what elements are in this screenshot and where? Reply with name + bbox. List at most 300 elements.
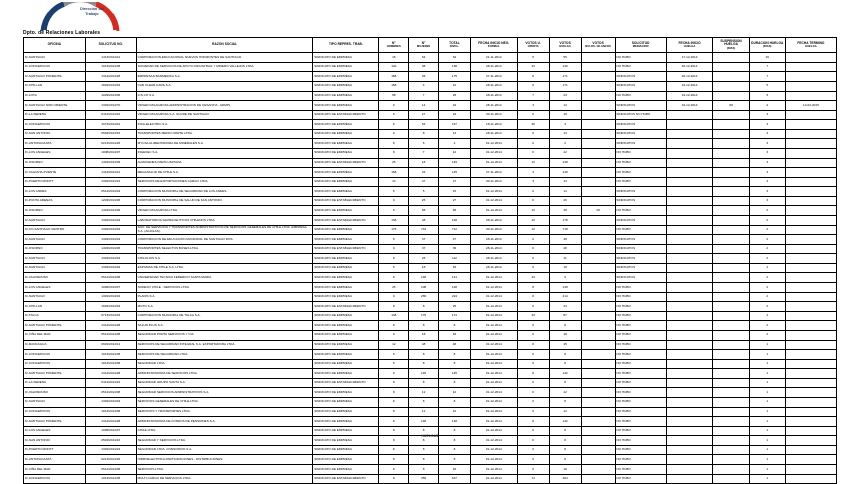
cell-fecha_termino_huelga [785,378,836,388]
cell-n_mujeres: 8 [409,359,439,369]
cell-oficina: IC-SAN ANTONIO [24,129,86,139]
col-header-sublabel: OFERTA [527,45,539,49]
cell-total_invol: 157 [438,120,470,130]
cell-total_invol: 141 [438,273,470,283]
cell-n_mujeres: 8 [409,302,439,312]
cell-n_mujeres: 47 [409,177,439,187]
cell-fecha_inicio_huelga [666,206,713,216]
cell-total_invol: 18 [438,263,470,273]
cell-suspension_huelga [713,225,749,235]
cell-votos_ult_oferta: 0 [517,187,549,197]
cell-razon_social: UNIVERSIDAD TECNICA FEDERICO SANTA MARIA. [136,273,313,283]
cell-fecha_inicio_huelga [666,235,713,245]
cell-solicitud_no: 1008/2014/07 [85,283,136,293]
cell-duracion_huelga: 16 [749,53,785,63]
cell-duracion_huelga: 2 [749,244,785,254]
cell-solicitud_mediacion: NO HUBO [615,158,666,168]
cell-solicitud_mediacion: SINDICATOS [615,101,666,111]
cell-n_mujeres: 8 [409,321,439,331]
cell-solicitud_mediacion: NO HUBO [615,378,666,388]
cell-razon_social: SERVICIOS GENERALES DE CHILE LTDA. [136,398,313,408]
cell-suspension_huelga [713,196,749,206]
cell-votos_ult_oferta: 3 [517,101,549,111]
cell-oficina: IC-SANTIAGO [24,235,86,245]
cell-suspension_huelga [713,129,749,139]
cell-votos_ult_oferta: 3 [517,177,549,187]
cell-votos_ult_oferta: 0 [517,254,549,264]
cell-votos_ult_oferta: 0 [517,302,549,312]
cell-tipo_repres: SINDICATO DE ESTABLECIMIENTO [313,216,379,226]
col-header-label: SOLICITUD NO. [98,42,123,47]
cell-votos_ult_oferta: 12 [517,216,549,226]
cell-suspension_huelga [713,263,749,273]
col-header-label: VOTOS [592,40,604,45]
cell-votos_ult_oferta: 12 [517,158,549,168]
cell-solicitud_no: 1013/2014/38 [85,62,136,72]
cell-fecha_inicio_neg: 01-12-2014 [470,311,517,321]
cell-n_hombres: 5 [379,350,409,360]
cell-total_invol: 145 [438,369,470,379]
cell-n_mujeres: 48 [409,340,439,350]
cell-n_mujeres: 265 [409,292,439,302]
cell-suspension_huelga [713,474,749,484]
cell-votos_huelga: 18 [549,330,581,340]
cell-votos_huelga: 8 [549,445,581,455]
cell-duracion_huelga: 1 [749,474,785,484]
cell-total_invol: 8 [438,455,470,465]
cell-suspension_huelga [713,91,749,101]
cell-suspension_huelga [713,359,749,369]
cell-votos_huelga: 44 [549,177,581,187]
cell-fecha_inicio_neg: 01-12-2014 [470,206,517,216]
cell-n_mujeres: 8 [409,465,439,475]
cell-fecha_inicio_neg: 28-11-2014 [470,263,517,273]
cell-total_invol: 8 [438,426,470,436]
cell-total_invol: 8 [438,350,470,360]
col-header-n_hombres [379,38,409,53]
cell-fecha_termino_huelga [785,350,836,360]
cell-duracion_huelga: 3 [749,148,785,158]
table-body [24,53,837,484]
cell-votos_huelga: 8 [549,436,581,446]
cell-oficina: IC-LOS ANGELES [24,426,86,436]
cell-fecha_inicio_huelga [666,455,713,465]
cell-votos_huelga: 26 [549,196,581,206]
cell-oficina: IC-TALCA [24,311,86,321]
cell-votos_ult_oferta: 0 [517,148,549,158]
cell-fecha_inicio_neg: 01-12-2014 [470,321,517,331]
col-header-label: VOTOS U. [525,40,541,45]
cell-suspension_huelga [713,455,749,465]
cell-votos_huelga: 8 [549,321,581,331]
cell-duracion_huelga: 1 [749,417,785,427]
cell-fecha_inicio_huelga [666,474,713,484]
cell-n_mujeres: 68 [409,206,439,216]
cell-fecha_inicio_huelga [666,148,713,158]
cell-tipo_repres: SINDICATO DE ESTABLECIMIENTO [313,158,379,168]
cell-n_hombres: 148 [379,311,409,321]
cell-votos_nulos [581,330,615,340]
cell-suspension_huelga [713,216,749,226]
cell-n_mujeres: 5 [409,187,439,197]
col-header-sublabel: FORMAL [487,45,500,49]
cell-votos_huelga: 12 [549,388,581,398]
cell-votos_huelga: 87 [549,311,581,321]
table-row [24,254,837,264]
cell-fecha_inicio_huelga [666,139,713,149]
cell-fecha_inicio_neg: 28-11-2014 [470,235,517,245]
cell-fecha_inicio_neg: 28-11-2014 [470,129,517,139]
cell-fecha_inicio_huelga [666,378,713,388]
cell-razon_social: CORPORACION EDUCACIONAL NUEVOS HORIZONTES DE SANTIAGO. [136,53,313,63]
cell-total_invol: 18 [438,465,470,475]
cell-razon_social: SERVICIOS LTDA. [136,465,313,475]
cell-tipo_repres: SINDICATO DE EMPRESA [313,417,379,427]
cell-fecha_inicio_neg: 01-12-2014 [470,455,517,465]
cell-duracion_huelga: 3 [749,110,785,120]
cell-duracion_huelga: 3 [749,187,785,197]
cell-suspension_huelga [713,148,749,158]
cell-votos_huelga: 23 [549,91,581,101]
cell-razon_social: SERVICIOS DE EXPORTACIONES CARGO LTDA. [136,177,313,187]
cell-n_mujeres: 37 [409,244,439,254]
cell-votos_nulos [581,378,615,388]
table-row [24,445,837,455]
cell-votos_huelga: 48 [549,235,581,245]
cell-tipo_repres: SINDICATO DE EMPRESA [313,206,379,216]
cell-votos_ult_oferta: 0 [517,455,549,465]
cell-fecha_inicio_huelga: 19-12-2014 [666,91,713,101]
cell-fecha_inicio_neg: 18-11-2014 [470,120,517,130]
cell-votos_nulos [581,244,615,254]
cell-n_mujeres: 47 [409,235,439,245]
cell-solicitud_mediacion: NO HUBO [615,302,666,312]
cell-votos_ult_oferta: 43 [517,62,549,72]
cell-votos_nulos [581,110,615,120]
cell-solicitud_mediacion: SINDICATOS [615,187,666,197]
table-row [24,321,837,331]
cell-votos_nulos [581,350,615,360]
cell-votos_huelga: 11 [549,254,581,264]
table-row [24,196,837,206]
cell-solicitud_no: 1013/2014/38 [85,474,136,484]
cell-solicitud_no: 1008/2014/07 [85,426,136,436]
cell-suspension_huelga [713,445,749,455]
cell-solicitud_mediacion: SINDICATOS [615,120,666,130]
cell-duracion_huelga: 1 [749,455,785,465]
cell-tipo_repres: SINDICATO DE EMPRESA [313,445,379,455]
cell-n_hombres: 6 [379,139,409,149]
table-row [24,311,837,321]
cell-solicitud_mediacion: SINDICATOS [615,263,666,273]
cell-total_invol: 8 [438,445,470,455]
cell-tipo_repres: SINDICATO DE ESTABLECIMIENTO [313,110,379,120]
cell-solicitud_no: 1302/2014/04 [85,225,136,235]
cell-n_hombres: 5 [379,187,409,197]
cell-votos_huelga: 13 [549,129,581,139]
cell-fecha_termino_huelga [785,445,836,455]
cell-oficina: IC-CONCEPCION [24,359,86,369]
cell-razon_social: SERVICIOS Y TRANSPORTES LTDA. [136,407,313,417]
cell-fecha_termino_huelga [785,465,836,475]
cell-razon_social: VIRGEN MILAGROSA LTDA. [136,206,313,216]
cell-tipo_repres: SINDICATO DE EMPRESA [313,273,379,283]
cell-fecha_termino_huelga [785,206,836,216]
cell-fecha_inicio_huelga: 19-12-2014 [666,101,713,111]
cell-n_mujeres: 25 [409,196,439,206]
cell-solicitud_mediacion: NO HUBO [615,407,666,417]
cell-votos_ult_oferta: 0 [517,321,549,331]
table-row [24,455,837,465]
cell-fecha_termino_huelga [785,474,836,484]
cell-votos_nulos [581,72,615,82]
cell-n_hombres: 175 [379,225,409,235]
cell-votos_nulos [581,216,615,226]
cell-oficina: IC-PUERTO MONTT [24,177,86,187]
col-header-sublabel: HUELGA [559,45,571,49]
cell-n_hombres: 8 [379,445,409,455]
cell-votos_nulos [581,62,615,72]
cell-votos_nulos [581,81,615,91]
cell-fecha_termino_huelga [785,177,836,187]
department-caption: Dpto. de Relaciones Laborales [23,30,101,36]
cell-fecha_inicio_huelga [666,196,713,206]
cell-votos_ult_oferta: 7 [517,91,549,101]
cell-total_invol: 138 [438,62,470,72]
cell-solicitud_no: 1302/2014/24 [85,177,136,187]
cell-votos_huelga: 142 [549,417,581,427]
cell-solicitud_no: 1029/2014/06 [85,91,136,101]
cell-fecha_inicio_neg: 01-12-2014 [470,350,517,360]
cell-solicitud_no: 1403/2014/06 [85,244,136,254]
col-header-label: VOTOS [559,40,571,45]
table-row [24,330,837,340]
table-row [24,120,837,130]
cell-duracion_huelga: 1 [749,378,785,388]
cell-oficina: IC-CONCEPCION [24,407,86,417]
cell-tipo_repres: SINDICATO DE EMPRESA [313,177,379,187]
table-row [24,398,837,408]
cell-votos_huelga: 8 [549,455,581,465]
cell-tipo_repres: SINDICATO DE ESTABLECIMIENTO [313,474,379,484]
cell-fecha_inicio_neg: 28-11-2014 [470,254,517,264]
cell-duracion_huelga: 1 [749,369,785,379]
table-row [24,168,837,178]
cell-solicitud_no: 1302/2014/04 [85,254,136,264]
cell-n_mujeres: 175 [409,311,439,321]
cell-n_hombres: 8 [379,436,409,446]
cell-duracion_huelga: 7 [749,62,785,72]
cell-fecha_termino_huelga [785,235,836,245]
cell-fecha_termino_huelga [785,455,836,465]
table-row [24,148,837,158]
cell-votos_nulos [581,302,615,312]
cell-duracion_huelga: 2 [749,311,785,321]
cell-n_mujeres: 22 [409,168,439,178]
cell-votos_ult_oferta: 0 [517,465,549,475]
cell-votos_ult_oferta: 8 [517,417,549,427]
cell-solicitud_mediacion: NO HUBO [615,465,666,475]
cell-votos_huelga: 18 [549,263,581,273]
col-header-total_invol [438,38,470,53]
cell-solicitud_mediacion: NO HUBO [615,53,666,63]
cell-n_mujeres: 148 [409,417,439,427]
col-header-sublabel: INVOL. [449,45,460,49]
cell-fecha_inicio_huelga [666,350,713,360]
cell-razon_social: SEGURIDAD PORTA SERVICIOS Y CIA. [136,330,313,340]
cell-solicitud_no: 1013/2014/38 [85,407,136,417]
cell-votos_huelga: 48 [549,206,581,216]
cell-duracion_huelga: 2 [749,235,785,245]
cell-tipo_repres: SINDICATO DE EMPRESA [313,330,379,340]
cell-fecha_inicio_neg: 01-12-2014 [470,187,517,197]
table-row [24,216,837,226]
cell-razon_social: HIDROELECTRICA PARTICIPACIONES - DISTRIBUCIONES. [136,455,313,465]
cell-solicitud_mediacion: NO HUBO [615,225,666,235]
cell-solicitud_mediacion: NO HUBO [615,206,666,216]
cell-duracion_huelga: 1 [749,359,785,369]
cell-oficina: IC-SANTIAGO NOR ORIENTE [24,101,86,111]
cell-fecha_inicio_neg: 01-12-2014 [470,302,517,312]
cell-votos_ult_oferta: 74 [517,474,549,484]
table-row [24,139,837,149]
cell-fecha_termino_huelga [785,407,836,417]
cell-oficina: IC-CONCEPCION [24,62,86,72]
cell-n_hombres: 13 [379,177,409,187]
cell-razon_social: SERVICIOS DE SEGURIDAD LTDA. [136,350,313,360]
cell-fecha_inicio_huelga [666,330,713,340]
cell-solicitud_no: 1302/2014/04 [85,292,136,302]
cell-total_invol: 148 [438,417,470,427]
cell-n_mujeres: 14 [409,101,439,111]
cell-solicitud_mediacion: SINDICATOS [615,254,666,264]
cell-votos_ult_oferta: 12 [517,206,549,216]
cell-n_hombres: 9 [379,196,409,206]
col-header-label: TOTAL [449,40,460,45]
cell-fecha_inicio_huelga [666,302,713,312]
cell-n_mujeres: 25 [409,254,439,264]
cell-fecha_inicio_neg: 01-12-2014 [470,398,517,408]
cell-razon_social: VIRGEN MILAGROSA S.A. SUCRE DE SANTIAGO. [136,110,313,120]
cell-fecha_inicio_huelga: 18-12-2014 [666,62,713,72]
table-row [24,225,837,235]
cell-votos_huelga: 8 [549,350,581,360]
cell-razon_social: CORPORACION MUNICIPAL DE TALCA S.A. [136,311,313,321]
table-row [24,158,837,168]
cell-votos_ult_oferta: 3 [517,168,549,178]
cell-oficina: IC-VALPARAISO [24,273,86,283]
cell-razon_social: TRANSPORTES MEDIO NORTE LTDA. [136,129,313,139]
cell-tipo_repres: SINDICATO DE EMPRESA [313,321,379,331]
cell-n_mujeres: 4 [409,81,439,91]
cell-votos_ult_oferta: 0 [517,407,549,417]
cell-razon_social: VIRGEN MILAGROSA ADMINISTRACION DE CESANTIA - ADMIN. [136,101,313,111]
logo-line2: Trabajo [85,12,99,16]
cell-votos_nulos [581,177,615,187]
cell-votos_ult_oferta: 0 [517,196,549,206]
cell-oficina: IC-CONCEPCION [24,474,86,484]
cell-suspension_huelga [713,283,749,293]
cell-tipo_repres: SINDICATO DE EMPRESA [313,455,379,465]
cell-fecha_inicio_huelga [666,110,713,120]
cell-fecha_termino_huelga [785,263,836,273]
cell-oficina: IC-PUERTO MONTT [24,445,86,455]
cell-oficina: IC-SAN ANTONIO [24,436,86,446]
cell-oficina: IC-OSORNO [24,158,86,168]
cell-total_invol: 148 [438,283,470,293]
cell-tipo_repres: SINDICATO DE EMPRESA [313,91,379,101]
cell-fecha_termino_huelga [785,311,836,321]
table-row [24,388,837,398]
cell-votos_ult_oferta: 8 [517,292,549,302]
cell-oficina: IC-RANCAGUA [24,340,86,350]
cell-duracion_huelga: 3 [749,196,785,206]
table-row [24,91,837,101]
cell-fecha_inicio_huelga [666,273,713,283]
cell-fecha_inicio_neg: 28-11-2014 [470,244,517,254]
cell-votos_ult_oferta: 0 [517,330,549,340]
cell-tipo_repres: SINDICATO DE EMPRESA [313,62,379,72]
cell-suspension_huelga [713,465,749,475]
cell-fecha_inicio_neg: 01-12-2014 [470,417,517,427]
cell-total_invol: 19 [438,101,470,111]
col-header-fecha_inicio_huelga [666,38,713,53]
cell-solicitud_no: 0513/2014/04 [85,187,136,197]
cell-duracion_huelga: 1 [749,407,785,417]
cell-votos_ult_oferta: 0 [517,110,549,120]
cell-suspension_huelga [713,206,749,216]
cell-fecha_inicio_neg: 27-11-2014 [470,168,517,178]
cell-solicitud_no: 1602/2014/04 [85,302,136,312]
cell-votos_nulos [581,369,615,379]
table-row [24,110,837,120]
table-row [24,417,837,427]
cell-votos_ult_oferta: 0 [517,436,549,446]
cell-n_hombres: 168 [379,168,409,178]
cell-fecha_termino_huelga: 12-02-2015 [785,101,836,111]
cell-fecha_inicio_huelga [666,388,713,398]
cell-total_invol: 149 [438,158,470,168]
cell-votos_huelga: 9 [549,273,581,283]
cell-n_mujeres: 8 [409,455,439,465]
cell-razon_social: CAR CLEAR CARS S.A. [136,81,313,91]
cell-votos_huelga: 142 [549,369,581,379]
cell-votos_nulos [581,474,615,484]
col-header-sublabel: NULOS / BLANCOS [585,45,611,49]
cell-suspension_huelga [713,378,749,388]
cell-suspension_huelga [713,340,749,350]
cell-votos_nulos [581,417,615,427]
cell-fecha_inicio_neg: 01-12-2014 [470,283,517,293]
cell-fecha_inicio_neg: 01-12-2014 [470,330,517,340]
cell-solicitud_mediacion: NO HUBO [615,330,666,340]
cell-oficina: IC-CONCEPCION [24,120,86,130]
cell-tipo_repres: SINDICATO DE EMPRESA [313,292,379,302]
cell-votos_huelga: 138 [549,158,581,168]
cell-n_hombres: 58 [379,91,409,101]
cell-n_mujeres: 12 [409,388,439,398]
cell-oficina: IC-LOTA [24,91,86,101]
cell-solicitud_mediacion: SINDICATOS NO HUBO [615,110,666,120]
cell-votos_nulos [581,359,615,369]
cell-fecha_termino_huelga [785,81,836,91]
cell-total_invol: 8 [438,321,470,331]
cell-solicitud_mediacion: NO HUBO [615,474,666,484]
cell-n_mujeres: 18 [409,330,439,340]
cell-razon_social: SEGURIDAD LTDA. [136,359,313,369]
cell-solicitud_no: 1008/2014/07 [85,148,136,158]
cell-duracion_huelga: 2 [749,206,785,216]
